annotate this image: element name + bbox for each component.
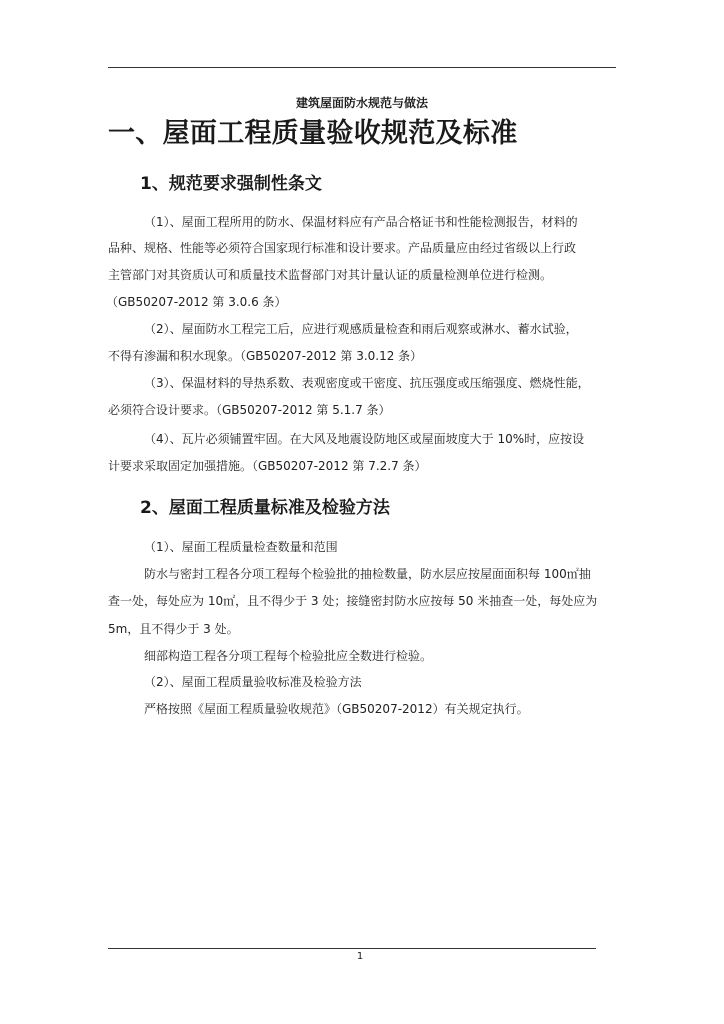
paragraph-line: 品种、规格、性能等必须符合国家现行标准和设计要求。产品质量应由经过省级以上行政 xyxy=(108,241,577,255)
paragraph-line: （1）、屋面工程质量检查数量和范围 xyxy=(144,540,338,554)
paragraph-line: （2）、屋面防水工程完工后，应进行观感质量检查和雨后观察或淋水、蓄水试验， xyxy=(144,322,578,336)
paragraph-line: （1）、屋面工程所用的防水、保温材料应有产品合格证书和性能检测报告，材料的 xyxy=(144,215,578,229)
footer-rule xyxy=(108,948,596,949)
paragraph-line: 防水与密封工程各分项工程每个检验批的抽检数量，防水层应按屋面面积每 100㎡抽 xyxy=(144,567,591,581)
paragraph-line: 主管部门对其资质认可和质量技术监督部门对其计量认证的质量检测单位进行检测。 xyxy=(108,268,553,282)
document-title: 建筑屋面防水规范与做法 xyxy=(295,96,428,110)
section-heading-1: 一、屋面工程质量验收规范及标准 xyxy=(108,118,518,149)
paragraph-line: （2）、屋面工程质量验收标准及检验方法 xyxy=(144,675,362,689)
paragraph-line: 不得有渗漏和积水现象。（GB50207-2012 第 3.0.12 条） xyxy=(108,349,423,363)
page-number: 1 xyxy=(356,951,364,962)
header-rule xyxy=(108,67,616,68)
paragraph-line: （GB50207-2012 第 3.0.6 条） xyxy=(106,295,287,309)
subsection-heading-1: 1、规范要求强制性条文 xyxy=(140,174,322,194)
paragraph-line: （4）、瓦片必须铺置牢固。在大风及地震设防地区或屋面坡度大于 10%时，应按设 xyxy=(144,432,585,446)
paragraph-line: 细部构造工程各分项工程每个检验批应全数进行检验。 xyxy=(144,649,433,663)
paragraph-line: 计要求采取固定加强措施。（GB50207-2012 第 7.2.7 条） xyxy=(108,459,427,473)
paragraph-line: （3）、保温材料的导热系数、表观密度或干密度、抗压强度或压缩强度、燃烧性能， xyxy=(144,376,590,390)
paragraph-line: 5m，且不得少于 3 处。 xyxy=(108,622,239,636)
paragraph-line: 查一处，每处应为 10㎡，且不得少于 3 处；接缝密封防水应按每 50 米抽查一处，每处应为 xyxy=(108,594,598,608)
paragraph-line: 必须符合设计要求。（GB50207-2012 第 5.1.7 条） xyxy=(108,403,391,417)
subsection-heading-2: 2、屋面工程质量标准及检验方法 xyxy=(140,498,390,518)
paragraph-line: 严格按照《屋面工程质量验收规范》（GB50207-2012）有关规定执行。 xyxy=(144,702,529,716)
